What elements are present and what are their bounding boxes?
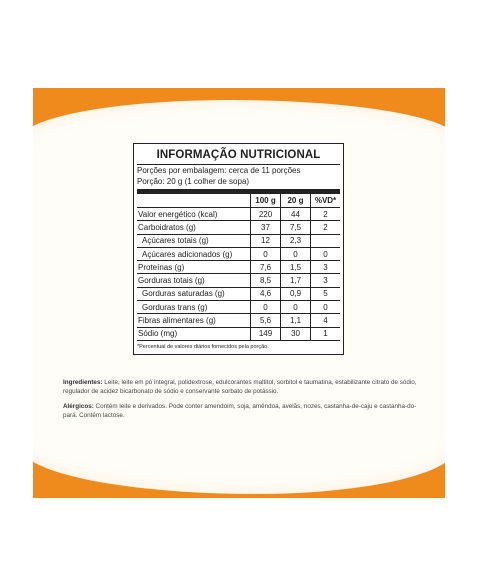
nutrient-name: Proteínas (g) [137, 261, 251, 274]
value-vd: 5 [311, 287, 341, 300]
value-vd: 1 [311, 327, 341, 340]
nutrition-title: INFORMAÇÃO NUTRICIONAL [137, 146, 340, 165]
value-20g: 44 [281, 208, 311, 221]
ingredients-label: Ingredientes: [63, 379, 103, 386]
table-row [137, 274, 340, 287]
value-100g: 0 [251, 247, 281, 260]
value-100g: 0 [251, 301, 281, 314]
table-row [137, 234, 340, 247]
table-row [137, 261, 340, 274]
value-20g: 2,3 [281, 234, 311, 247]
table-row [137, 208, 340, 221]
nutrient-name: Gorduras saturadas (g) [137, 287, 251, 300]
value-20g: 0,9 [281, 287, 311, 300]
value-20g: 0 [281, 247, 311, 260]
nutrient-name: Açúcares adicionados (g) [137, 247, 251, 260]
value-vd [311, 234, 341, 247]
value-100g: 149 [251, 327, 281, 340]
header-row [137, 194, 340, 208]
value-20g: 7,5 [281, 221, 311, 234]
nutrient-name: Valor energético (kcal) [137, 208, 251, 221]
table-row [137, 327, 340, 340]
allergens-label: Alérgicos: [63, 403, 94, 410]
nutrient-name: Carboidratos (g) [137, 221, 251, 234]
value-vd: 2 [311, 208, 341, 221]
value-vd: 3 [311, 261, 341, 274]
value-vd: 3 [311, 274, 341, 287]
value-100g: 5,6 [251, 314, 281, 327]
header-20g: 20 g [281, 194, 311, 208]
ingredients-paragraph [63, 378, 423, 396]
ingredients-section [63, 378, 423, 426]
value-20g: 1,1 [281, 314, 311, 327]
table-row [137, 247, 340, 260]
nutrient-name: Açúcares totais (g) [137, 234, 251, 247]
servings-per-pack: Porções por embalagem: cerca de 11 porções [137, 166, 301, 175]
value-vd: 4 [311, 314, 341, 327]
table-row [137, 301, 340, 314]
nutrient-name: Sódio (mg) [137, 327, 251, 340]
header-100g: 100 g [251, 194, 281, 208]
value-100g: 4,6 [251, 287, 281, 300]
value-20g: 30 [281, 327, 311, 340]
table-row [137, 314, 340, 327]
nutrient-name: Fibras alimentares (g) [137, 314, 251, 327]
value-100g: 7,6 [251, 261, 281, 274]
value-20g: 0 [281, 301, 311, 314]
header-vd: %VD* [311, 194, 341, 208]
value-vd: 0 [311, 301, 341, 314]
nutrition-grid [137, 194, 340, 341]
table-row [137, 287, 340, 300]
allergens-paragraph [63, 402, 423, 420]
value-vd: 0 [311, 247, 341, 260]
value-100g: 12 [251, 234, 281, 247]
nutrient-name: Gorduras trans (g) [137, 301, 251, 314]
value-vd: 2 [311, 221, 341, 234]
value-100g: 220 [251, 208, 281, 221]
nutrient-name: Gorduras totais (g) [137, 274, 251, 287]
value-100g: 8,5 [251, 274, 281, 287]
serving-size: Porção: 20 g (1 colher de sopa) [137, 177, 250, 186]
table-footnote: *Percentual de valores diários fornecidos pela porção. [137, 343, 269, 350]
allergens-text: Contém leite e derivados. Pode conter amendoim, soja, amêndoa, avelãs, nozes, castanha-de-caju e castanha-do-pará. Contém lactose. [63, 403, 417, 419]
value-20g: 1,7 [281, 274, 311, 287]
ingredients-text: Leite, leite em pó integral, polidextrose, edulcorantes maltitol, sorbitol e taumatina, estabilizante citrato de sódio, regulador de acidez bicarbonato de sódio e conservante sorbato de potássio. [63, 379, 417, 395]
header-nutrient [137, 194, 251, 208]
value-100g: 37 [251, 221, 281, 234]
table-row [137, 221, 340, 234]
value-20g: 1,5 [281, 261, 311, 274]
nutrition-facts-table [133, 143, 344, 355]
